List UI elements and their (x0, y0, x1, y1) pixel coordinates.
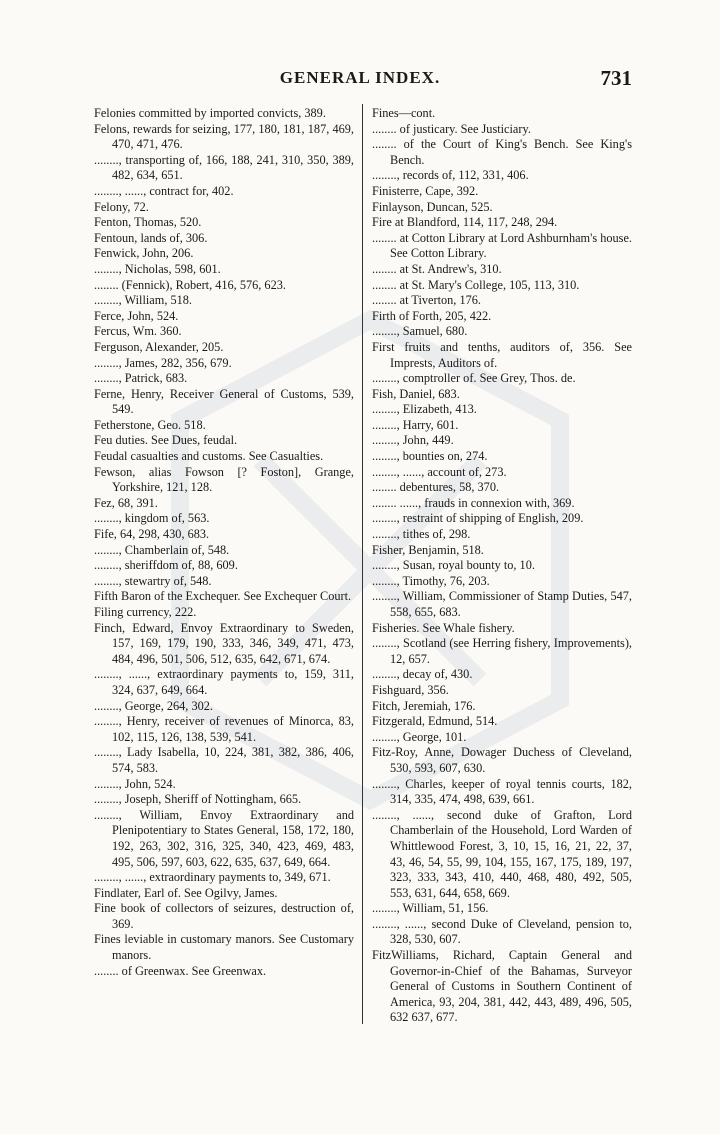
index-entry: ........, ......, contract for, 402. (94, 183, 234, 198)
index-entry: Felony, 72. (94, 199, 149, 214)
index-entry: ........, restraint of shipping of English, 209. (372, 511, 584, 526)
index-entry: ........, William, Envoy Extraordinary and Plenipotentiary to States General, 158, 172, 180, 192, 263, 302, 316, 325, 340, 423, 469, 483, 495, 506, 597, 603, 622, 635, 637, 649, 664. (94, 807, 354, 869)
column-divider (362, 104, 363, 1024)
index-entry: Fines leviable in customary manors. See Customary manors. (94, 932, 354, 963)
index-entry: Firth of Forth, 205, 422. (372, 308, 492, 323)
index-entry: Ferguson, Alexander, 205. (94, 339, 224, 354)
index-entry: Fines—cont. (372, 106, 436, 120)
index-entry: Fitch, Jeremiah, 176. (372, 698, 476, 713)
index-entry: ........, William, 518. (94, 293, 192, 308)
index-entry: ........, Susan, royal bounty to, 10. (372, 558, 535, 573)
index-entry: ........, Charles, keeper of royal tennis courts, 182, 314, 335, 474, 498, 639, 661. (372, 776, 632, 807)
index-entry: Fentoun, lands of, 306. (94, 230, 208, 245)
index-entry: ........, Lady Isabella, 10, 224, 381, 382, 386, 406, 574, 583. (94, 745, 354, 775)
index-entry: ........, Chamberlain of, 548. (94, 542, 230, 557)
index-entry: ........, Henry, receiver of revenues of Minorca, 83, 102, 115, 126, 138, 539, 541. (94, 714, 354, 744)
index-entry: Fenton, Thomas, 520. (94, 215, 202, 230)
index-entry: ........, stewartry of, 548. (94, 573, 212, 588)
index-entry: Fisheries. See Whale fishery. (372, 620, 515, 635)
index-entry: ........ of the Court of King's Bench. See King's Bench. (372, 137, 632, 167)
index-entry: Finisterre, Cape, 392. (372, 183, 479, 198)
index-entry: ........, Timothy, 76, 203. (372, 573, 490, 588)
index-entry: Fitz-Roy, Anne, Dowager Duchess of Cleveland, 530, 593, 607, 630. (372, 745, 632, 775)
index-entry: ........, William, 51, 156. (372, 901, 489, 916)
index-entry: ........ at Tiverton, 176. (372, 293, 481, 308)
index-entry: ........, bounties on, 274. (372, 449, 488, 464)
index-entry: ........, ......, extraordinary payments to, 159, 311, 324, 637, 649, 664. (94, 667, 354, 697)
index-entry: ........, Nicholas, 598, 601. (94, 261, 221, 276)
index-entry: Finch, Edward, Envoy Extraordinary to Sweden, 157, 169, 179, 190, 333, 346, 349, 471, 473, 484, 496, 501, 506, 512, 635, 642, 671, 674. (94, 620, 354, 666)
index-entry: ........ of Greenwax. See Greenwax. (94, 963, 267, 978)
index-entry: Fenwick, John, 206. (94, 246, 194, 261)
index-entry: Fife, 64, 298, 430, 683. (94, 527, 210, 542)
index-entry: ........, sheriffdom of, 88, 609. (94, 558, 238, 573)
index-entry: ........, Patrick, 683. (94, 371, 188, 386)
index-entry: ........, tithes of, 298. (372, 527, 471, 542)
index-entry: Ferce, John, 524. (94, 308, 179, 323)
index-entry: Fisher, Benjamin, 518. (372, 542, 484, 557)
index-entry: Feu duties. See Dues, feudal. (94, 433, 238, 448)
index-entry: Fifth Baron of the Exchequer. See Exchequer Court. (94, 589, 352, 604)
index-entry: ........, William, Commissioner of Stamp Duties, 547, 558, 655, 683. (372, 589, 632, 619)
index-entry: ........ at Cotton Library at Lord Ashburnham's house. See Cotton Library. (372, 230, 632, 261)
index-entry: Fish, Daniel, 683. (372, 386, 460, 401)
index-entry: Ferne, Henry, Receiver General of Customs, 539, 549. (94, 386, 354, 417)
index-entry: ........, George, 101. (372, 729, 467, 744)
index-entry: ........, kingdom of, 563. (94, 511, 210, 526)
index-entry: Fercus, Wm. 360. (94, 324, 182, 339)
index-entry: FitzWilliams, Richard, Captain General and Governor-in-Chief of the Bahamas, Surveyor General of Customs in Southern Continent of America, 93, 204, 381, 442, 443, 489, 496, 505, 632 637, 677. (372, 948, 632, 1025)
index-entry: Fetherstone, Geo. 518. (94, 417, 206, 432)
index-entry: ........ at St. Andrew's, 310. (372, 261, 502, 276)
index-entry: ........, comptroller of. See Grey, Thos. de. (372, 371, 576, 386)
index-entry: ........ debentures, 58, 370. (372, 480, 500, 495)
index-entry: ........, ......, second Duke of Cleveland, pension to, 328, 530, 607. (372, 916, 632, 947)
index-entry: Fitzgerald, Edmund, 514. (372, 714, 498, 729)
index-entry: Fewson, alias Fowson [? Foston], Grange, Yorkshire, 121, 128. (94, 464, 354, 495)
index-entry: ........, George, 264, 302. (94, 698, 213, 713)
index-entry: ........, ......, account of, 273. (372, 464, 507, 479)
page-header (0, 66, 720, 96)
index-entry: ........, ......, extraordinary payments to, 349, 671. (94, 870, 331, 885)
right-column (372, 106, 632, 1026)
index-entry: ........, ......, second duke of Grafton, Lord Chamberlain of the Household, Lord Warden of Whittlewood Forest, 3, 10, 15, 16, 21, 22, 37, 43, 46, 54, 55, 99, 104, 155, 167, 175, 189, 197, 323, 333, 343, 410, 440, 468, 480, 492, 505, 553, 631, 644, 658, 669. (372, 807, 632, 900)
index-entry: Findlater, Earl of. See Ogilvy, James. (94, 885, 278, 900)
index-entry: Felonies committed by imported convicts, 389. (94, 106, 326, 120)
left-column (94, 106, 354, 979)
index-entry: ........, Scotland (see Herring fishery, Improvements), 12, 657. (372, 636, 632, 666)
index-entry: ........, John, 524. (94, 776, 176, 791)
page-number: 731 (600, 66, 632, 90)
index-entry: ........ ......, frauds in connexion with, 369. (372, 495, 575, 510)
index-entry: ........, Harry, 601. (372, 417, 459, 432)
index-entry: ........ (Fennick), Robert, 416, 576, 623. (94, 277, 286, 292)
index-entry: ........, Samuel, 680. (372, 324, 468, 339)
index-entry: ........, John, 449. (372, 433, 454, 448)
page-title: GENERAL INDEX. (279, 68, 441, 87)
index-entry: Finlayson, Duncan, 525. (372, 199, 493, 214)
index-entry: Fishguard, 356. (372, 682, 449, 697)
index-entry: Filing currency, 222. (94, 605, 197, 619)
index-entry: ........, decay of, 430. (372, 667, 473, 682)
index-entry: ........, Joseph, Sheriff of Nottingham, 665. (94, 792, 302, 807)
index-entry: Felons, rewards for seizing, 177, 180, 181, 187, 469, 470, 471, 476. (94, 121, 354, 152)
index-entry: ........ at St. Mary's College, 105, 113, 310. (372, 277, 580, 292)
index-entry: ........, Elizabeth, 413. (372, 402, 477, 417)
index-entry: First fruits and tenths, auditors of, 356. See Imprests, Auditors of. (372, 339, 632, 370)
index-entry: Feudal casualties and customs. See Casualties. (94, 449, 324, 464)
index-entry: Fine book of collectors of seizures, destruction of, 369. (94, 901, 354, 931)
index-entry: Fez, 68, 391. (94, 495, 158, 510)
index-entry: ........, transporting of, 166, 188, 241, 310, 350, 389, 482, 634, 651. (94, 152, 354, 183)
index-entry: Fire at Blandford, 114, 117, 248, 294. (372, 215, 558, 230)
index-entry: ........ of justicary. See Justiciary. (372, 121, 531, 136)
index-entry: ........, James, 282, 356, 679. (94, 355, 232, 370)
index-entry: ........, records of, 112, 331, 406. (372, 168, 529, 183)
